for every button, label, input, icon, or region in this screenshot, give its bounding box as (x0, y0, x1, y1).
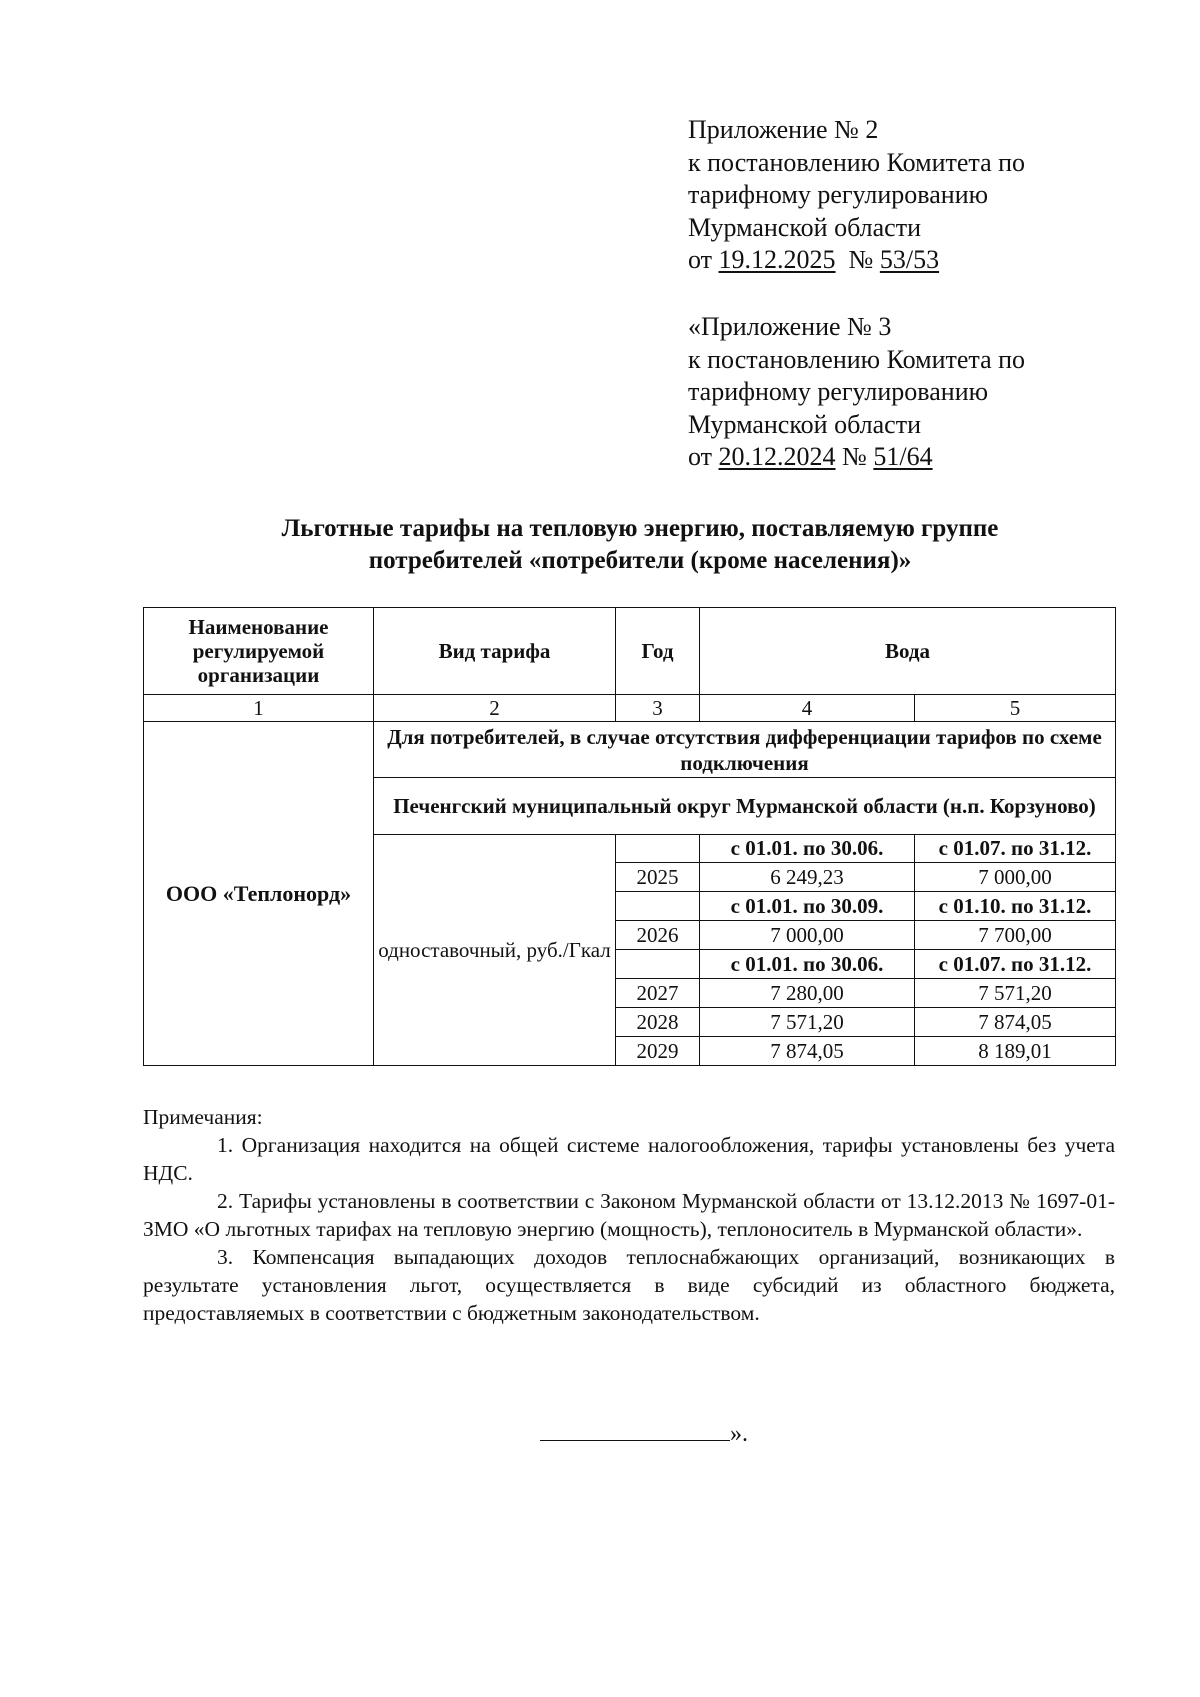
value-cell: 7 874,05 (915, 1008, 1116, 1037)
title-line-1: Льготные тарифы на тепловую энергию, поставляемую группе (281, 515, 999, 542)
closing-quote: ». (730, 1421, 748, 1447)
header-tariff-type: Вид тарифа (374, 608, 616, 695)
appendix-date: 19.12.2025 (718, 245, 836, 274)
appendix-committee: тарифному регулированию (688, 377, 989, 406)
column-number: 1 (144, 695, 374, 722)
column-number-row (144, 695, 1116, 722)
note-item: 1. Организация находится на общей системе налогообложения, тарифы установлены без учета НДС. (143, 1133, 1115, 1185)
value-cell: 7 000,00 (915, 863, 1116, 892)
header-org: Наименование регулируемой организации (144, 608, 374, 695)
notes-section (143, 1103, 1115, 1327)
value-cell: 7 700,00 (915, 921, 1116, 950)
value-cell: 7 874,05 (700, 1037, 915, 1066)
appendix-current-header (688, 114, 1108, 277)
value-cell: 7 000,00 (700, 921, 915, 950)
column-number: 3 (616, 695, 700, 722)
year-cell: 2025 (616, 863, 700, 892)
appendix-committee: тарифному регулированию (688, 180, 989, 209)
period-cell: с 01.01. по 30.06. (700, 950, 915, 979)
value-cell: 8 189,01 (915, 1037, 1116, 1066)
appendix-date-line (688, 441, 1108, 474)
date-prefix: от (688, 442, 719, 471)
note-item: 3. Компенсация выпадающих доходов теплоснабжающих организаций, возникающих в результате установления льгот, осуществляется в виде субсидий из областного бюджета, предоставляемых в соответствии с бюджетным законодательством. (143, 1245, 1115, 1325)
year-cell: 2027 (616, 979, 700, 1008)
appendix-region: Мурманской области (688, 409, 921, 439)
closing-rule (540, 1418, 730, 1441)
period-cell: с 01.10. по 31.12. (915, 892, 1116, 921)
organization-name: ООО «Теплонорд» (144, 722, 374, 1066)
value-cell: 7 280,00 (700, 979, 915, 1008)
value-cell: 7 571,20 (915, 979, 1116, 1008)
closing-mark (540, 1418, 748, 1448)
section-heading: Для потребителей, в случае отсутствия дифференциации тарифов по схеме подключения (374, 722, 1116, 778)
appendix-date-line (688, 244, 1108, 277)
note-item: 2. Тарифы установлены в соответствии с Законом Мурманской области от 13.12.2013 № 1697-01-ЗМО «О льготных тарифах на тепловую энергию (мощность), теплоноситель в Мурманской области». (143, 1189, 1115, 1241)
year-cell: 2026 (616, 921, 700, 950)
appendix-number: «Приложение № 3 (688, 312, 892, 341)
appendix-doc-number: 53/53 (879, 245, 940, 274)
header-year: Год (616, 608, 700, 695)
column-number: 2 (374, 695, 616, 722)
appendix-doc-number: 51/64 (873, 442, 933, 471)
title-line-2: потребителей «потребители (кроме населения)» (368, 547, 912, 574)
period-cell: с 01.07. по 31.12. (915, 950, 1116, 979)
value-cell: 7 571,20 (700, 1008, 915, 1037)
appendix-region: Мурманской области (688, 212, 921, 242)
column-number: 4 (700, 695, 915, 722)
document-title (140, 513, 1140, 577)
year-cell: 2029 (616, 1037, 700, 1066)
year-cell (616, 835, 700, 863)
value-cell: 6 249,23 (700, 863, 915, 892)
appendix-number: Приложение № 2 (688, 115, 879, 144)
appendix-resolution-ref: к постановлению Комитета по (688, 147, 1026, 177)
appendix-resolution-ref: к постановлению Комитета по (688, 344, 1026, 374)
period-cell: с 01.01. по 30.06. (700, 835, 915, 863)
notes-heading: Примечания: (143, 1105, 263, 1129)
year-cell (616, 950, 700, 979)
appendix-date: 20.12.2024 (718, 442, 836, 471)
appendix-amended-header (688, 311, 1108, 474)
header-water: Вода (700, 608, 1116, 695)
year-cell: 2028 (616, 1008, 700, 1037)
period-cell: с 01.01. по 30.09. (700, 892, 915, 921)
section-heading-row (144, 722, 1116, 778)
column-number: 5 (915, 695, 1116, 722)
table-header-row (144, 608, 1116, 695)
year-cell (616, 892, 700, 921)
tariff-table (143, 607, 1116, 1066)
period-cell: с 01.07. по 31.12. (915, 835, 1116, 863)
tariff-type: одноставочный, руб./Гкал (374, 835, 616, 1066)
number-prefix: № (835, 442, 874, 471)
number-prefix: № (835, 245, 880, 274)
subsection-heading: Печенгский муниципальный округ Мурманской области (н.п. Корзуново) (374, 778, 1116, 835)
date-prefix: от (688, 245, 719, 274)
